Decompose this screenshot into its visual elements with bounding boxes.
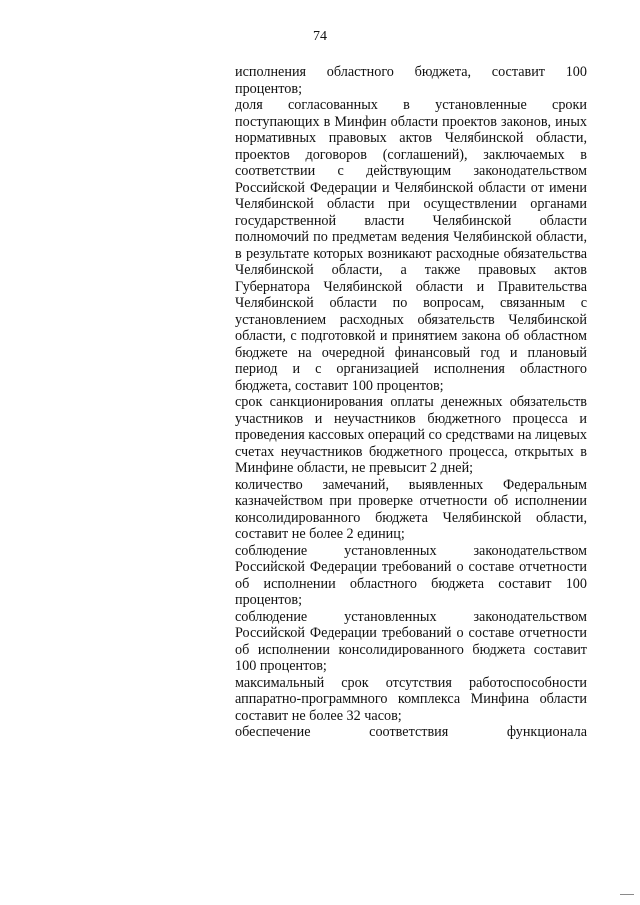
paragraph-treasury-remarks: количество замечаний, выявленных Федеральным казначейством при проверке отчетности об исполнении консолидированного бюджета Челябинской области, составит не более 2 единиц; — [235, 476, 587, 542]
paragraph-budget-execution: исполнения областного бюджета, составит 100 процентов; — [235, 64, 587, 97]
paragraph-draft-laws-share: доля согласованных в установленные сроки поступающих в Минфин области проектов законов, иных нормативных правовых актов Челябинской области, проектов договоров (соглашений), заключаемых в соответствии с действующим законодательством Российской Федерации и Челябинской области от имени Челябинской области при осуществлении органами государственной власти Челябинской области полномочий по предметам ведения Челябинской области, в результате которых возникают расходные обязательства Челябинской области, а также правовых актов Губернатора Челябинской области и Правительства Челябинской области по вопросам, связанным с установлением расходных обязательств Челябинской области, с подготовкой и принятием закона об областном бюджете на очередной финансовый год и плановый период и с организацией исполнения областного бюджета, составит 100 процентов; — [235, 97, 587, 394]
edge-scan-mark — [620, 894, 634, 895]
paragraph-system-downtime: максимальный срок отсутствия работоспособности аппаратно-программного комплекса Минфина области составит не более 32 часов; — [235, 674, 587, 724]
paragraph-payment-authorization-term: срок санкционирования оплаты денежных обязательств участников и неучастников бюджетного процесса и проведения кассовых операций со средствами на лицевых счетах неучастников бюджетного процесса, открытых в Минфине области, не превысит 2 дней; — [235, 394, 587, 476]
document-body — [235, 64, 587, 741]
paragraph-consolidated-report-compliance: соблюдение установленных законодательством Российской Федерации требований о составе отчетности об исполнении консолидированного бюджета составит 100 процентов; — [235, 608, 587, 674]
page-number: 74 — [313, 29, 327, 44]
paragraph-regional-report-compliance: соблюдение установленных законодательством Российской Федерации требований о составе отчетности об исполнении областного бюджета составит 100 процентов; — [235, 542, 587, 608]
paragraph-functionality-compliance: обеспечение соответствия функционала — [235, 724, 587, 740]
